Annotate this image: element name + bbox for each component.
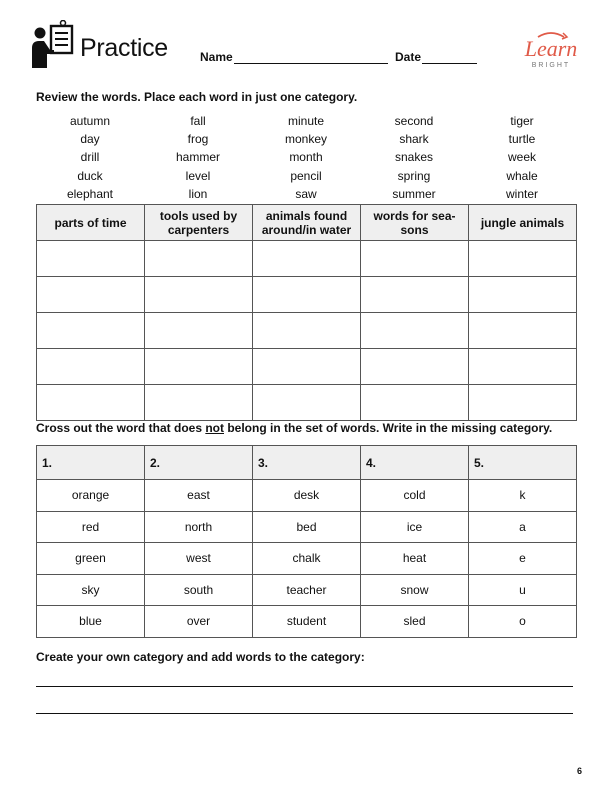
word-bank-item: duck: [77, 168, 103, 183]
word-bank-item: fall: [190, 114, 206, 128]
word-cell[interactable]: green: [37, 543, 145, 575]
word-cell[interactable]: chalk: [253, 543, 361, 575]
table-row: [37, 543, 577, 575]
word-bank-item: pencil: [290, 168, 322, 183]
category-header: tools used by carpenters: [145, 205, 253, 241]
answer-cell[interactable]: [253, 349, 361, 385]
answer-cell[interactable]: [361, 385, 469, 421]
answer-cell[interactable]: [37, 349, 145, 385]
word-bank-item: month: [289, 150, 323, 165]
answer-cell[interactable]: [253, 241, 361, 277]
table-row: [37, 574, 577, 606]
answer-cell[interactable]: [145, 241, 253, 277]
teacher-board-icon: [30, 20, 74, 70]
table-row: [37, 349, 577, 385]
logo-subtext: BRIGHT: [531, 62, 571, 69]
category-header: animals found around/in water: [253, 205, 361, 241]
word-cell[interactable]: student: [253, 606, 361, 638]
set-header[interactable]: 4.: [361, 446, 469, 480]
word-cell[interactable]: heat: [361, 543, 469, 575]
logo-text: Learn: [524, 36, 578, 61]
word-cell[interactable]: cold: [361, 480, 469, 512]
category-header: parts of time: [37, 205, 145, 241]
word-bank-item: shark: [399, 132, 429, 147]
word-bank-item: whale: [506, 168, 538, 183]
write-line[interactable]: [36, 713, 573, 714]
answer-cell[interactable]: [469, 277, 577, 313]
word-bank-item: autumn: [69, 114, 111, 128]
word-cell[interactable]: east: [145, 480, 253, 512]
instruction-review: Review the words. Place each word in just one category.: [36, 90, 358, 104]
word-cell[interactable]: south: [145, 574, 253, 606]
learn-bright-logo: [518, 28, 584, 70]
word-bank-item: minute: [287, 114, 325, 128]
word-bank-item: drill: [80, 150, 100, 165]
table-row: [37, 241, 577, 277]
answer-cell[interactable]: [253, 277, 361, 313]
word-cell[interactable]: k: [469, 480, 577, 512]
answer-cell[interactable]: [361, 349, 469, 385]
answer-cell[interactable]: [361, 313, 469, 349]
instruction-text: Cross out the word that does: [36, 421, 206, 435]
category-table: [36, 204, 577, 421]
date-label: Date: [395, 50, 422, 64]
word-cell[interactable]: desk: [253, 480, 361, 512]
answer-cell[interactable]: [145, 385, 253, 421]
instruction-emphasis: not: [205, 421, 224, 435]
table-row: [37, 385, 577, 421]
word-cell[interactable]: over: [145, 606, 253, 638]
answer-cell[interactable]: [469, 241, 577, 277]
word-cell[interactable]: west: [145, 543, 253, 575]
page-title: Practice: [80, 34, 168, 62]
instruction-text: belong in the set of words. Write in the missing category.: [224, 421, 553, 435]
word-bank-item: winter: [505, 186, 538, 201]
answer-cell[interactable]: [253, 385, 361, 421]
word-cell[interactable]: ice: [361, 511, 469, 543]
word-bank-item: lion: [188, 186, 208, 201]
name-label: Name: [200, 50, 233, 64]
word-bank-item: hammer: [175, 150, 220, 165]
word-bank-item: saw: [295, 186, 317, 201]
answer-cell[interactable]: [37, 313, 145, 349]
word-cell[interactable]: a: [469, 511, 577, 543]
word-cell[interactable]: teacher: [253, 574, 361, 606]
word-bank-item: summer: [392, 186, 436, 201]
word-cell[interactable]: snow: [361, 574, 469, 606]
word-bank: [36, 114, 576, 201]
word-cell[interactable]: red: [37, 511, 145, 543]
word-cell[interactable]: blue: [37, 606, 145, 638]
answer-cell[interactable]: [145, 313, 253, 349]
answer-cell[interactable]: [37, 385, 145, 421]
word-bank-item: tiger: [510, 114, 534, 128]
category-header: jungle animals: [469, 205, 577, 241]
word-bank-item: monkey: [284, 132, 328, 147]
answer-cell[interactable]: [253, 313, 361, 349]
set-header[interactable]: 2.: [145, 446, 253, 480]
answer-cell[interactable]: [469, 385, 577, 421]
instruction-create-category: Create your own category and add words to the category:: [36, 650, 365, 664]
answer-cell[interactable]: [361, 277, 469, 313]
word-bank-item: week: [507, 150, 536, 165]
word-bank-item: spring: [397, 168, 431, 183]
instruction-cross-out: [36, 421, 552, 435]
word-cell[interactable]: o: [469, 606, 577, 638]
word-cell[interactable]: bed: [253, 511, 361, 543]
word-bank-item: frog: [187, 132, 209, 147]
word-bank-item: turtle: [508, 132, 536, 147]
category-header: words for sea- sons: [361, 205, 469, 241]
name-field[interactable]: [234, 63, 388, 64]
word-bank-item: day: [80, 132, 100, 147]
answer-cell[interactable]: [145, 277, 253, 313]
set-header[interactable]: 5.: [469, 446, 577, 480]
cross-out-table: [36, 445, 577, 638]
set-header[interactable]: 1.: [37, 446, 145, 480]
answer-cell[interactable]: [145, 349, 253, 385]
table-row: [37, 511, 577, 543]
word-cell[interactable]: sled: [361, 606, 469, 638]
word-cell[interactable]: e: [469, 543, 577, 575]
word-bank-item: elephant: [66, 186, 114, 201]
answer-cell[interactable]: [361, 241, 469, 277]
word-bank-item: snakes: [394, 150, 434, 165]
word-bank-item: second: [394, 114, 434, 128]
table-row: [37, 480, 577, 512]
answer-cell[interactable]: [469, 349, 577, 385]
page-number: 6: [577, 766, 583, 776]
word-cell[interactable]: orange: [37, 480, 145, 512]
set-header[interactable]: 3.: [253, 446, 361, 480]
word-cell[interactable]: u: [469, 574, 577, 606]
table-row: [37, 277, 577, 313]
date-field[interactable]: [422, 63, 477, 64]
write-line[interactable]: [36, 686, 573, 687]
table-row: [37, 313, 577, 349]
table-row: [37, 606, 577, 638]
word-cell[interactable]: sky: [37, 574, 145, 606]
answer-cell[interactable]: [37, 241, 145, 277]
word-bank-item: level: [185, 168, 211, 183]
answer-cell[interactable]: [37, 277, 145, 313]
answer-cell[interactable]: [469, 313, 577, 349]
word-cell[interactable]: north: [145, 511, 253, 543]
